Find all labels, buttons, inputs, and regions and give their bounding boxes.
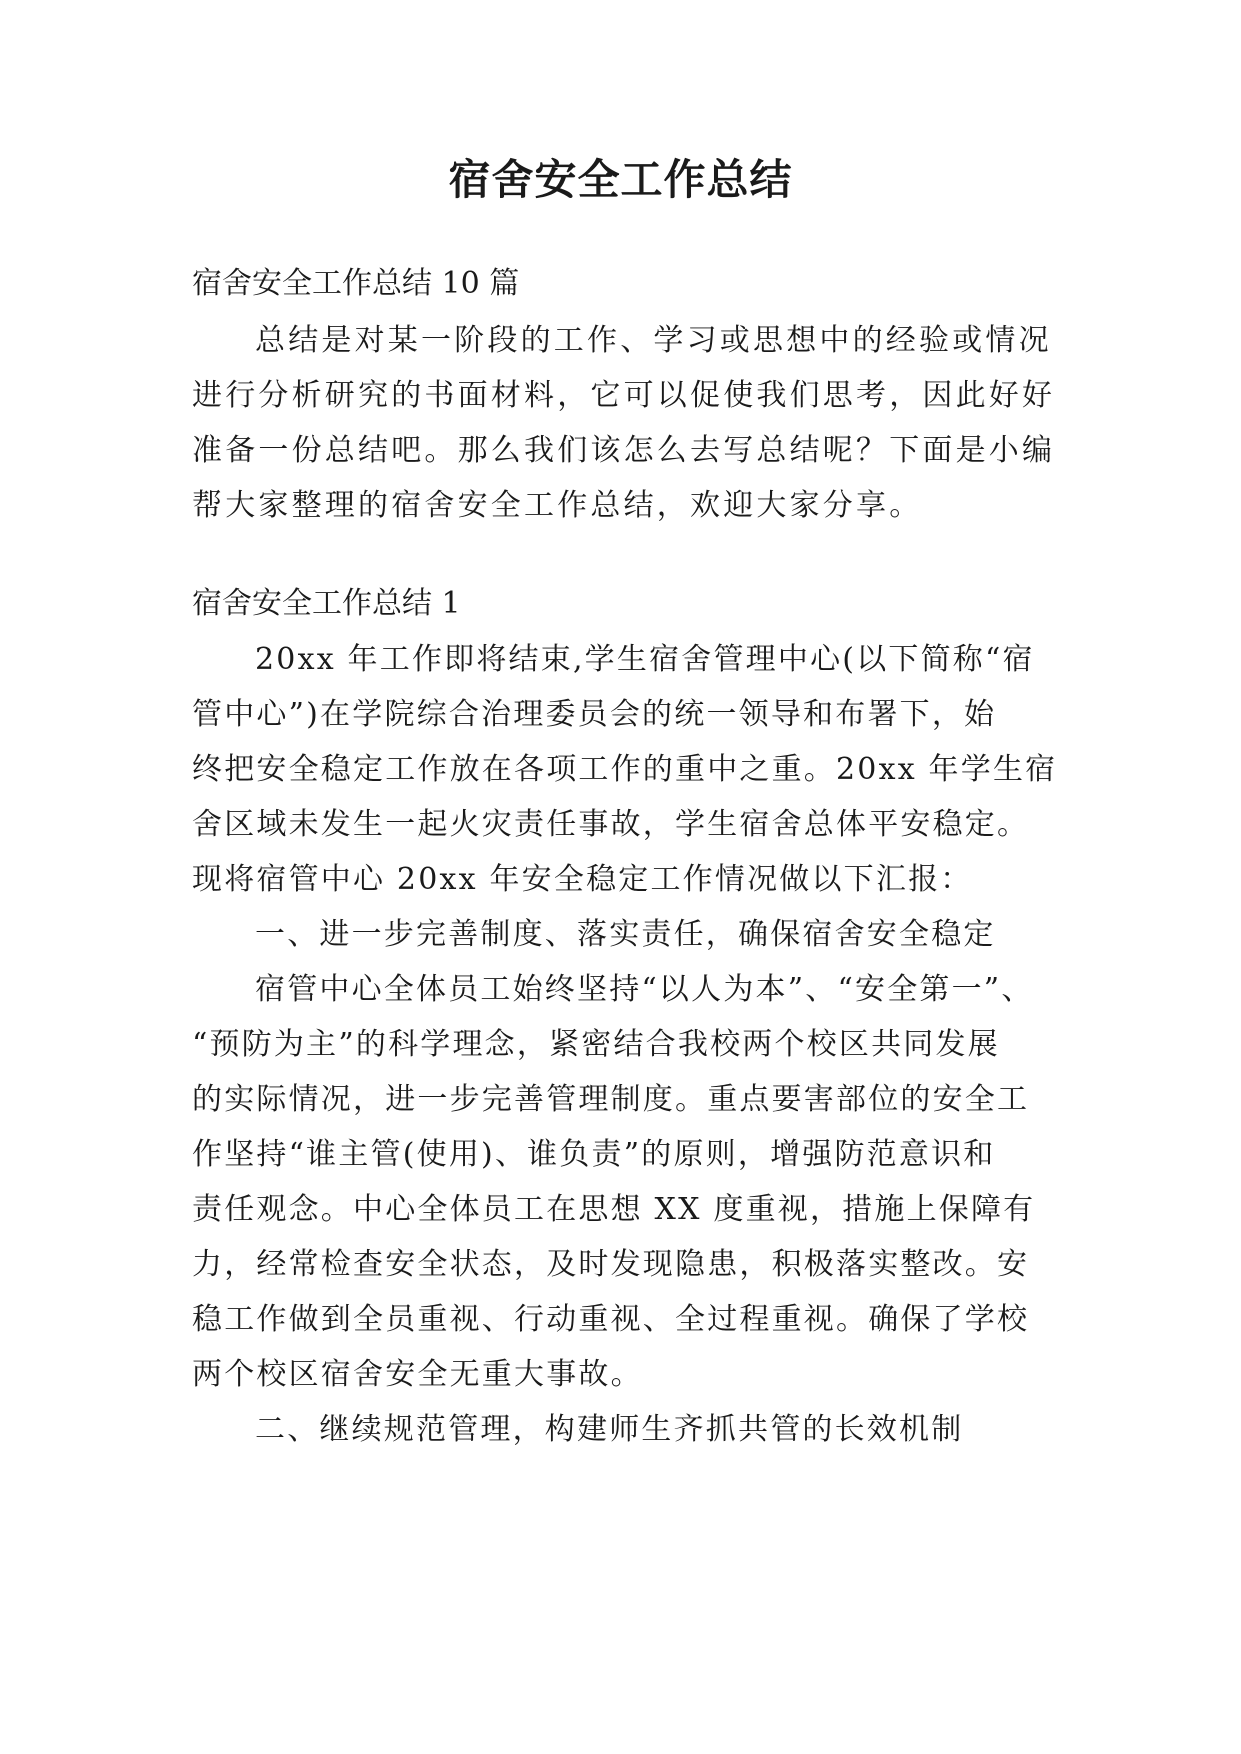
paragraph-line: 两个校区宿舍安全无重大事故。 xyxy=(192,1357,643,1392)
paragraph-line: 责任观念。中心全体员工在思想 XX 度重视，措施上保障有 xyxy=(192,1192,1036,1227)
paragraph-line: 现将宿管中心 20xx 年安全稳定工作情况做以下汇报： xyxy=(192,862,973,897)
paragraph-line: 宿管中心全体员工始终坚持“以人为本”、“安全第一”、 xyxy=(255,972,1034,1007)
intro-line: 帮大家整理的宿舍安全工作总结，欢迎大家分享。 xyxy=(192,488,923,523)
intro-line: 进行分析研究的书面材料，它可以促使我们思考，因此好好 xyxy=(192,378,1056,413)
intro-line: 总结是对某一阶段的工作、学习或思想中的经验或情况 xyxy=(255,323,1052,358)
paragraph-line: 管中心”)在学院综合治理委员会的统一领导和布署下，始 xyxy=(192,697,997,732)
section-heading: 宿舍安全工作总结 1 xyxy=(192,586,461,621)
paragraph-line: “预防为主”的科学理念，紧密结合我校两个校区共同发展 xyxy=(192,1027,1000,1062)
document-title: 宿舍安全工作总结 xyxy=(448,155,793,204)
document-subtitle: 宿舍安全工作总结 10 篇 xyxy=(192,266,520,301)
paragraph-line: 的实际情况，进一步完善管理制度。重点要害部位的安全工 xyxy=(192,1082,1030,1117)
paragraph-line: 力，经常检查安全状态，及时发现隐患，积极落实整改。安 xyxy=(192,1247,1030,1282)
paragraph-line: 终把安全稳定工作放在各项工作的重中之重。20xx 年学生宿 xyxy=(192,752,1058,787)
intro-line: 准备一份总结吧。那么我们该怎么去写总结呢？下面是小编 xyxy=(192,433,1056,468)
paragraph-line: 稳工作做到全员重视、行动重视、全过程重视。确保了学校 xyxy=(192,1302,1030,1337)
point-heading: 一、进一步完善制度、落实责任，确保宿舍安全稳定 xyxy=(255,917,996,952)
paragraph-line: 舍区域未发生一起火灾责任事故，学生宿舍总体平安稳定。 xyxy=(192,807,1030,842)
point-heading: 二、继续规范管理，构建师生齐抓共管的长效机制 xyxy=(255,1412,964,1447)
paragraph-line: 20xx 年工作即将结束,学生宿舍管理中心(以下简称“宿 xyxy=(255,642,1035,677)
paragraph-line: 作坚持“谁主管(使用)、谁负责”的原则，增强防范意识和 xyxy=(192,1137,996,1172)
